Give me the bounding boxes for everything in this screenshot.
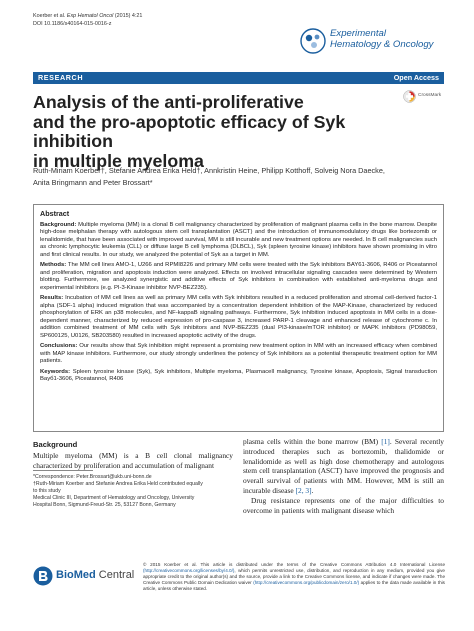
license-text-3: applies to the data made available in this article, unless otherwise stated.	[143, 580, 445, 592]
body-right-column	[243, 437, 444, 515]
license-link-cc-by[interactable]: (http://creativecommons.org/licenses/by/4.0/)	[143, 568, 235, 574]
authors-line-2: Anita Bringmann and Peter Brossart*	[33, 177, 153, 187]
citation-link-1[interactable]: [1]	[381, 437, 390, 446]
body-left-paragraph: Multiple myeloma (MM) is a B cell clonal malignancy characterized by proliferation and accumulation of malignant	[33, 450, 233, 470]
body-left-column	[33, 440, 233, 470]
title-line-3: in multiple myeloma	[33, 150, 204, 171]
crossmark-label: CrossMark	[418, 93, 442, 98]
section-bar	[33, 72, 444, 84]
keywords-text: Spleen tyrosine kinase (Syk), Syk inhibitors, Multiple myeloma, Plasmacell malignancy, Tyrosine kinase, Apoptosis, Signal transduction Bayб1-3606, Piceatannol, R406	[40, 368, 437, 382]
citation-volume: (2015) 4:21	[114, 13, 143, 19]
abstract-keywords	[40, 369, 437, 384]
journal-logo[interactable]	[300, 28, 460, 58]
doi[interactable]: DOI 10.1186/s40164-015-0016-z	[33, 20, 112, 27]
citation-journal: Exp Hematol Oncol	[66, 13, 114, 19]
authors-line-1: Ruth-Miriam Koerber†, Stefanie Andrea Erika Held†, Annkristin Heine, Philipp Kotthoff, Solveig Nora Daecke,	[33, 166, 385, 175]
affiliation-note: Medical Clinic III, Department of Hematology and Oncology, University	[33, 494, 195, 501]
results-text: Incubation of MM cell lines as well as primary MM cells with Syk inhibitors resulted in a reduced proliferation and stromal cell-derived factor-1 alpha (SDF-1 alpha) induced migration that was accompanied by a concentration dependent inhibition of the MAP-Kinase, characterized by reduced phosphorylation of ERK an p38 molecules, and NF-kappaB signaling pathways. Furthermore, Syk inhibition induced apoptosis in MM cells in a dose-dependent manner, characterized by reduced expression of pro-caspase 3, increased PARP-1 cleavage and enhanced release of cytochrome c. In addition combined treatment of MM cells with Syk inhibitors and NVP-BEZ235 (dual PI3-kinase/mTOR inhibitor) or MAPK inhibitors (PD98059, SP600125, U0126, SB203580) resulted in increased apoptotic activity of the drugs.	[40, 295, 437, 339]
biomed-central-icon	[33, 566, 53, 586]
body-text-segment: plasma cells within the bone marrow (BM)	[243, 437, 382, 446]
title-line-2: and the pro-apoptotic efficacy of Syk inhibition	[33, 111, 346, 151]
conclusions-text: Our results show that Syk inhibition might represent a promising new treatment option in MM with an increased efficacy when combined with MAP kinase inhibitors. Furthermore, our study strongly underlines the potency of Syk inhibitors as a potential therapeutic treatment option for MM patients.	[40, 343, 437, 364]
central-wordmark: Central	[95, 569, 135, 581]
section-label: RESEARCH	[38, 73, 84, 82]
abstract-results	[40, 295, 437, 340]
license-text-2: , which permits unrestricted use, distribution, and reproduction in any medium, provided you give appropriate credit to the original author(s) and the source, provide a link to the Creative Commons license, and indicate if changes were made. The Creative Commons Public Domain Dedication waiver	[143, 568, 445, 586]
equal-contribution-note-cont: to this study	[33, 487, 61, 494]
affiliation-note-cont: Hospital Bonn, Sigmund-Freud-Str. 25, 53127 Bonn, Germany	[33, 501, 176, 508]
journal-logo-line2: Hematology & Oncology	[330, 39, 434, 50]
license-link-cc0[interactable]: (http://creativecommons.org/publicdomain/zero/1.0/)	[253, 580, 360, 586]
journal-logo-icon	[300, 28, 326, 54]
open-access-label: Open Access	[393, 73, 439, 82]
citation-authors: Koerber et al.	[33, 13, 66, 19]
background-heading: Background	[33, 440, 78, 449]
citation-link-2[interactable]: [2, 3]	[295, 485, 312, 495]
footnote-divider	[33, 470, 93, 471]
conclusions-label: Conclusions:	[40, 343, 78, 349]
correspondence-note: *Correspondence: Peter.Brossart@ukb.uni-bonn.de	[33, 474, 152, 480]
citation-header	[33, 13, 142, 28]
background-label: Background:	[40, 221, 77, 228]
abstract-box	[33, 204, 444, 432]
title-line-1: Analysis of the anti-proliferative	[33, 92, 304, 112]
journal-logo-line1: Experimental	[330, 28, 386, 39]
biomed-central-logo[interactable]	[33, 565, 138, 587]
results-label: Results:	[40, 295, 64, 301]
author-list	[33, 165, 453, 188]
abstract-background	[40, 222, 437, 260]
abstract-heading: Abstract	[40, 209, 70, 218]
body-text-segment: .	[311, 485, 314, 495]
methods-text: The MM cell lines AMO-1, U266 and RPMI8226 and primary MM cells were treated with the Syk inhibitors BAY61-3606, R406 or Piceatannol and proliferation, migration and apoptosis induction were analyzed. Effects on involved intracellular signaling cascades were determined by Western blotting. Furthermore, we analyzed synergistic and additive effects of Syk inhibitors in combination with established anti-myeloma drugs and experimental inhibitors (e.g. PI-3-Kinase inhibitor NVP-BEZ235).	[40, 262, 437, 291]
body-right-paragraph-2: Drug resistance represents one of the major difficulties to overcome in patients with malignant disease which	[243, 495, 444, 515]
keywords-label: Keywords:	[40, 368, 71, 375]
license-text-1: © 2015 Koerber et al. This article is distributed under the terms of the Creative Commons Attribution 4.0 International License	[143, 562, 445, 567]
equal-contribution-note: †Ruth-Miriam Koerber and Stefanie Andrea Erika Held contributed equally	[33, 480, 203, 487]
body-text-segment: . Several recently introduced therapies such as bortezomib, thalidomide or lenalidomide as well as high dose chemotherapy and autologous stem cell transplantation (ASCT) have improved the prognosis and overall survival of patients with MM. However, MM is still an incurable disease	[243, 437, 444, 495]
biomed-wordmark: BioMed	[56, 569, 96, 581]
abstract-methods	[40, 262, 437, 292]
license-statement	[143, 562, 445, 592]
footnotes	[33, 474, 233, 509]
background-text: Multiple myeloma (MM) is a clonal B cell malignancy characterized by proliferation of malignant plasma cells in the bone marrow. Despite high-dose melphalan therapy with autologous stem cell transplantation (ASCT) and the introduction of immunomodulatory drugs like bortezomib or lenalidomide, that have been associated with improved survival, MM is still incurable and new treatment options are needed. In B cell malignancies such as chronic lymphocytic leukemia (CLL) or diffuse large B cell lymphoma (DLBCL), Syk (spleen tyrosine kinase) inhibitors have shown promising in vitro and first clinical results. In our study, we analyzed the potential of Syk as a target in MM.	[40, 221, 437, 258]
article-title	[33, 93, 413, 171]
abstract-conclusions	[40, 343, 437, 366]
body-right-paragraph-1	[243, 437, 444, 496]
methods-label: Methods:	[40, 262, 67, 268]
